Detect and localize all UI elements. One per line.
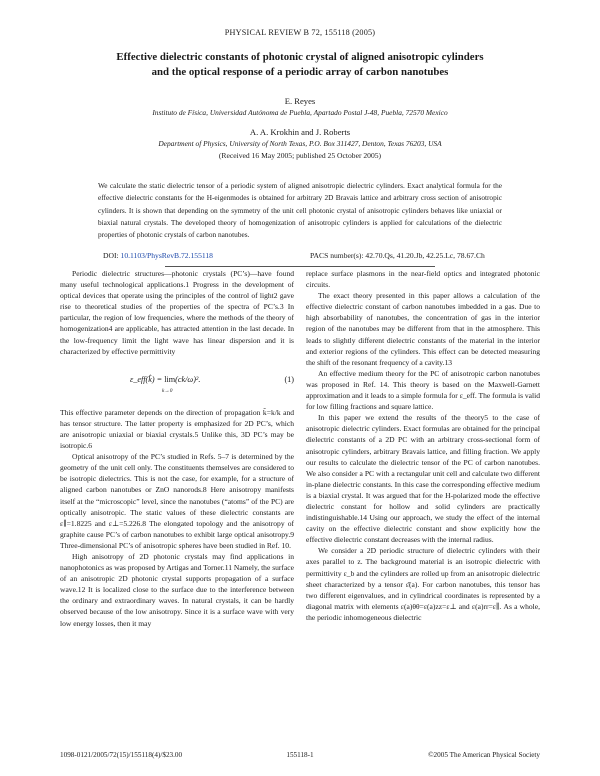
doi-label: DOI:	[103, 251, 119, 260]
paragraph: This effective parameter depends on the direction of propagation k̂=k/k and has tensor structure. The latter property is emphasized for 2D PC’s, which are anisotropic uniaxial or biaxial crystals.5 Unlike this, 3D PC’s may be isotropic.6	[60, 407, 294, 451]
right-column	[306, 268, 540, 623]
paragraph: The exact theory presented in this paper allows a calculation of the effective dielectric constant of carbon nanotubes imbedded in a gas. Due to high absorbability of nanotubes, the concentration of gas in the interior region of the nanotubes may be different from that in the atmosphere. This leads to slightly different dielectric constants of the material in the interior and exterior regions of the cylinders. This effect can be detected measuring the shift of the resonant frequency of a cavity.13	[306, 291, 540, 367]
paragraph: In this paper we extend the results of the theory5 to the case of anisotropic dielectric cylinders. Exact formulas are obtained for the principal dielectric constants of a 2D PC with an arbitrary cross-sectional form of anisotropic cylinders, arbitrary Bravais lattice, and filling fraction. We apply our results to calculate the dielectric tensor of the PC of carbon nanotubes. We also consider a PC with a rectangular unit cell and calculate two different in-plane dielectric constants. In this case the corresponding effective medium is a biaxial crystal. It was argued that for the H-polarized mode the effective dielectric constant for hollow and solid cylinders are practically indistinguishable.14 Using our approach, we study the effect of the internal cavity on the effective dielectric constant and show explicitly how the effective dielectric constant decreases with the internal radius.	[306, 413, 540, 545]
footer-issn: 1098-0121/2005/72(15)/155118(4)/$23.00	[60, 751, 183, 759]
equation-1	[60, 366, 294, 398]
paragraph: An effective medium theory for the PC of anisotropic carbon nanotubes was proposed in Ref. 14. This theory is based on the Maxwell-Garnett approximation and it leads to a simple formula for ε_eff. The formula is valid for low filling fractions and square lattice.	[306, 368, 540, 412]
equation-body	[130, 374, 201, 394]
coauthor-affiliation: Department of Physics, University of North Texas, P.O. Box 311427, Denton, Texas 76203, USA	[158, 139, 442, 148]
author-affiliation: Instituto de Física, Universidad Autónoma de Puebla, Apartado Postal J-48, Puebla, 72570 Mexico	[152, 108, 448, 117]
equation-lim: lim	[164, 374, 176, 384]
author-name: E. Reyes	[284, 96, 316, 106]
footer-copyright: ©2005 The American Physical Society	[428, 751, 540, 759]
doi-line	[103, 251, 213, 260]
equation-lim-subscript: k→0	[162, 387, 173, 394]
paragraph: We consider a 2D periodic structure of dielectric cylinders with their axes parallel to z. The background material is an isotropic dielectric with permittivity ε_b and the cylinders are rolled up from an anisotropic dielectric sheet characterized by a tensor ε̂(a). For carbon nanotubes, this tensor has two different eigenvalues, and in cylindrical coordinates is represented by a diagonal matrix with elements ε(a)θθ=ε(a)zz=ε⊥ and ε(a)rr=ε∥. As a whole, the periodic inhomogeneous dielectric	[306, 546, 540, 622]
footer-page-number: 155118-1	[286, 751, 314, 759]
equation-rhs: (ck/ω)².	[175, 374, 201, 384]
title-line-2: and the optical response of a periodic array of carbon nanotubes	[151, 66, 449, 78]
abstract: We calculate the static dielectric tensor of a periodic system of aligned anisotropic dielectric cylinders. Exact analytical formula for the effective dielectric constants for the H-eigenmodes is obtained for arbitrary 2D Bravais lattice and arbitrary cross section of anisotropic cylinders. It is shown that depending on the symmetry of the unit cell photonic crystal of anisotropic cylinders behaves like uniaxial or biaxial natural crystals. The developed theory of homogenization of anisotropic cylinders is applied for calculations of the dielectric properties of photonic crystals of carbon nanotubes.	[98, 181, 502, 240]
paragraph: replace surface plasmons in the near-field optics and integrated photonic circuits.	[306, 269, 540, 290]
running-head: PHYSICAL REVIEW B 72, 155118 (2005)	[224, 28, 376, 37]
left-column	[60, 268, 294, 629]
doi-link[interactable]: 10.1103/PhysRevB.72.155118	[120, 251, 213, 260]
received-date: (Received 16 May 2005; published 25 October 2005)	[218, 151, 382, 160]
equation-number: (1)	[284, 374, 294, 384]
paragraph: Periodic dielectric structures—photonic crystals (PC’s)—have found many useful technological applications.1 Progress in the development of optical devices that operate using the principles of the control of light2 gave rise to theoretical studies of the properties of the spectra of PC’s.3 In particular, the region of low frequencies, where the methods of the theory of homogenization4 are applicable, has attracted attention in the last decade. In the low-frequency limit the light wave has linear dispersion and it is characterized by effective permittivity	[60, 269, 294, 356]
coauthor-names: A. A. Krokhin and J. Roberts	[249, 127, 351, 137]
pacs-numbers: PACS number(s): 42.70.Qs, 41.20.Jb, 42.25.Lc, 78.67.Ch	[310, 251, 485, 260]
paragraph: Optical anisotropy of the PC’s studied in Refs. 5–7 is determined by the geometry of the unit cell only. The constituents themselves are considered to be isotropic dielectrics. This is not the case, for example, for a structure of aligned carbon nanotubes or ZnO nanorods.8 Here anisotropy manifests itself at the “microscopic” level, since the nanotubes (“atoms” of the PC) are optically anisotropic. The static values of these dielectric constants are ε∥=1.8225 and ε⊥=5.226.8 The elongated topology and the anisotropy of graphite cause PC’s of carbon nanotubes to exhibit large optical anisotropy.9 Three-dimensional PC’s of anisotropic spheres have been studied in Ref. 10.	[60, 452, 294, 550]
title-line-1: Effective dielectric constants of photonic crystal of aligned anisotropic cylinders	[116, 51, 484, 63]
paper-title	[60, 50, 540, 80]
paragraph: High anisotropy of 2D photonic crystals may find applications in nanophotonics as was proposed by Artigas and Torner.11 Namely, the surface of an anisotropic 2D photonic crystal supports propagation of a surface wave.12 It is localized close to the surface due to the interference between the ordinary and extraordinary waves. In natural crystals, it can be hardly observed because of the low anisotropy. Since it is a surface wave with very low energy losses, then it may	[60, 551, 294, 628]
equation-lhs: ε_eff(k̂) =	[130, 374, 165, 384]
divider	[165, 266, 435, 267]
